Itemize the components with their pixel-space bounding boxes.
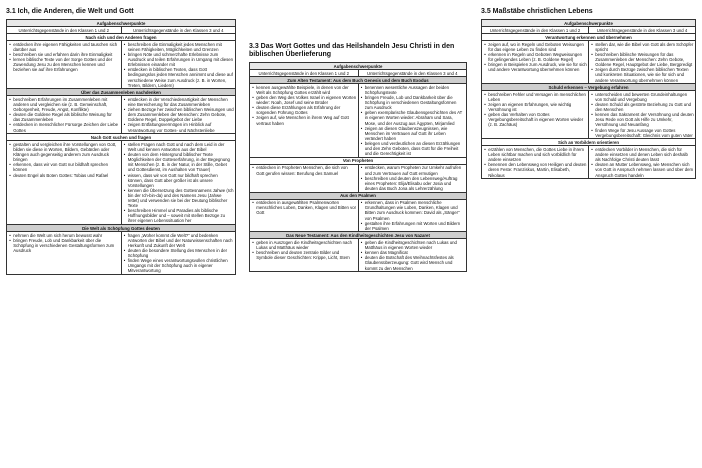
curriculum-table [249, 62, 467, 272]
competence-item: • ziehen Bezüge her zwischen biblischen Weisungen und dem Zusammenleben der Menschen: Zehn Gebote, Goldene Regel, Doppelgebot der Liebe [128, 107, 234, 122]
competence-item: • entdecken, warum Propheten zur Umkehr aufrufen und zum Vertrauen auf Gott ermutigen [365, 165, 465, 175]
competence-item: • erkennen in Regeln und Geboten Wegweisungen für gelingendes Leben (z. B. Goldene Regel) [488, 52, 587, 62]
column-header: Unterrichtsgegenstände in den Klassen 1 und 2 [250, 70, 359, 77]
competence-item: • deuten die Botschaft des Weihnachtsfestes als Glaubensüberzeugung: Gott wird Mensch und kommt zu den Menschen [365, 255, 465, 270]
competence-item: • finden Wege eines verantwortungsvollen christlichen Umgangs mit der Schöpfung auch in eigener Mitverantwortung [128, 258, 234, 273]
competence-item: • geben das Verhalten von Gottes Vergebungsbereitschaft in eigenen Worten wieder (z. B. Zachäus) [488, 112, 587, 127]
topic-heading: Nach Gott suchen und fragen [7, 134, 236, 141]
competence-item: • zeigen an eigenen Erfahrungen, wie wichtig Versöhnung ist [488, 102, 587, 112]
competence-list [251, 200, 356, 215]
left-cell [7, 41, 122, 89]
competence-item: • beschreiben Erfahrungen im Zusammenleben mit anderen und vergleichen sie (z. B. Gemeinschaft, Geborgenheit, Freude, Angst, Konflikte) [13, 97, 119, 112]
competence-list [360, 200, 465, 231]
right-cell [121, 141, 236, 225]
topic-heading: Schuld erkennen – Vergebung erfahren [482, 84, 696, 91]
curriculum-table [481, 19, 696, 179]
topic-heading: Sich an Vorbildern orientieren [482, 139, 696, 146]
competence-item: • unterscheiden und bewerten Grundeinhaltungen von Schuld und Vergebung [595, 92, 694, 102]
competence-item: • bringen Nöte und schmerzhafte Erlebnisse zum Ausdruck und teilen Erfahrungen in Umgang mit diesen Erlebnissen einander mit [128, 52, 234, 67]
column-header: Unterrichtsgegenstände in den Klassen 3 und 4 [121, 27, 236, 34]
competence-list [360, 165, 465, 190]
competence-item: • beschreiben biblische Weisungen für das Zusammenleben der Menschen: Zehn Gebote, Goldene Regel, Hauptgebot der Liebe, Bergpredigt [595, 52, 694, 67]
right-cell [358, 164, 467, 192]
competence-item: • gestalten ihre Erfahrungen mit Worten und Bildern der Psalmen [365, 221, 465, 231]
competence-list [123, 142, 234, 224]
competence-item: • stellen dar, wie die Bibel von Gott als dem Schöpfer spricht [595, 42, 694, 52]
competence-item: • benennen den Lebensweg von Heiligen und deuten deren Feste: Franziskus, Martin, Elisabeth, Nikolaus [488, 162, 587, 177]
competence-list [8, 142, 119, 178]
competence-item: • deuten von dem Hintergrund biblischer Texte Möglichkeiten der Gotteserfahrung, in der Begegnung mit Menschen (z. B. in der Natur, in der Stille, Gebet und Gottesdienst, im Aushalten von Trauer) [128, 152, 234, 172]
right-cell [121, 96, 236, 134]
competence-item: • deuten Engel als Boten Gottes: Tobias und Rafael [13, 173, 119, 178]
competence-item: • zeigen an diesen Glaubenszeugnissen, wie Menschen im Vertrauen auf Gott ihr Leben verändert haben [365, 126, 465, 141]
competence-item: • beschreiben Himmel und Paradies als biblische Hoffnungsbilder und – soweit mit stellen Bezüge zu ihrer eigenen Lebenssituation her [128, 208, 234, 223]
competence-list [360, 85, 465, 156]
left-cell [482, 91, 589, 139]
competence-item: • kennen das Sakrament der Versöhnung und deuten Jesu Rede von Gott als Hilfe zu Umkehr, Versöhnung und Neuanfang [595, 112, 694, 127]
competence-list [123, 42, 234, 88]
competence-item: • benennen wesentliche Aussagen der beiden Schöpfungstexte [365, 85, 465, 95]
competence-list [590, 42, 694, 83]
competence-list [483, 147, 587, 178]
right-cell [358, 84, 467, 158]
competence-item: • geben den Weg des Volkes Israel in eigenen Worten wieder: Noah, Josef und seine Brüder [256, 95, 356, 105]
left-cell [7, 96, 122, 134]
competence-item: • deuten an Mutter Lebensweg, wie Menschen sich von Gott in Anspruch nehmen lassen und über dem Anspruch Gottes handeln [595, 162, 694, 177]
column-header: Unterrichtsgegenstände in den Klassen 3 und 4 [358, 70, 467, 77]
competence-item: • beschreiben und deuten den Lebensweg/Auftrag eines Propheten: Elija/Elisabu oder Josia und deuten das Buch Jona als Lehrerzählung [365, 176, 465, 191]
competence-item: • entdecken in ausgewählten Psalmenworten menschliches Loben, Danken, Klagen und Bitten vor Gott [256, 200, 356, 215]
focus-header: Aufgabenschwerpunkte [250, 63, 467, 70]
competence-item: • nehmen die Welt um sich herum bewusst wahr [13, 233, 119, 238]
competence-item: • stellen Fragen nach Gott und nach dem Leid in der Welt und kennen Antworten aus der Bibel [128, 142, 234, 152]
topic-heading: Das Neue Testament: Aus den Kindheitsgeschichten Jesu von Nazaret [250, 232, 467, 239]
competence-item: • entdecken in Propheten Menschen, die sich von Gott gerufen wissen: Berufung des Samuel [256, 165, 356, 175]
left-cell [250, 199, 359, 232]
competence-item: • belegen und verdeutlichen an diesen Erzählungen und den Zehn Geboten, dass Gott für die Freiheit und die Gerechtigkeit ist [365, 141, 465, 156]
topic-heading: Nach sich und den Anderen fragen [7, 34, 236, 41]
right-cell [121, 41, 236, 89]
topic-heading: Die Welt als Schöpfung Gottes deuten [7, 225, 236, 232]
competence-item: • bringen Freude, Lob und Dankbarkeit über die Schöpfung in verschiedenen Gestaltungsformen zum Ausdruck [365, 95, 465, 110]
left-cell [7, 141, 122, 225]
right-cell [121, 232, 236, 275]
competence-item: • entdecken in der Verschiedenartigkeit der Menschen eine Bereicherung für das Zusammenleben [128, 97, 234, 107]
competence-list [251, 85, 356, 126]
focus-header: Aufgabenschwerpunkte [482, 20, 696, 27]
section-title: 3.1 Ich, die Anderen, die Welt und Gott [6, 8, 134, 15]
competence-list [590, 92, 694, 138]
competence-list [8, 42, 119, 73]
competence-item: • kennen das Magnificat [365, 250, 465, 255]
competence-list [251, 240, 356, 260]
competence-item: • entdecken Vorbilder in Menschen, die sich für andere einsetzen und denen Leben sich deshalb als Nachfolge Christi deuten lässt [595, 147, 694, 162]
competence-list [123, 97, 234, 133]
competence-item: • zeigen durch Bezüge zwischen biblischen Texten und konkreten Situationen, wie sie für sich und andere Verantwortung übernehmen können [595, 67, 694, 82]
competence-item: • entdecken in menschlicher Fürsorge Zeichen der Liebe Gottes [13, 122, 119, 132]
topic-heading: Zum Alten Testament: Aus dem Buch Genesis und dem Buch Exodus [250, 77, 467, 84]
competence-item: • erzählen von Menschen, die Gottes Liebe in ihrem Leben sichtbar machen und sich vorbildlich für andere einsetzen [488, 147, 587, 162]
competence-item: • deuten die besondere Stellung des Menschen in der Schöpfung [128, 248, 234, 258]
competence-item: • entdecken ihre eigenen Fähigkeiten und tauschen sich darüber aus [13, 42, 119, 52]
competence-item: • beschreiben Fehler und Versagen im menschlichen Leben [488, 92, 587, 102]
section-3-1 [6, 8, 236, 275]
topic-heading: Verantwortung erkennen und übernehmen [482, 34, 696, 41]
competence-list [590, 147, 694, 178]
left-cell [482, 41, 589, 84]
competence-item: • deuten Schuld als gestörte Beziehung zu Gott und den Menschen [595, 102, 694, 112]
competence-item: • kennen die Übersetzung des Gottesnamens Jahwe (Ich bin der Ich-bin-da) und des Namens Jesu (Jahwe rettet) und verwenden sie bei der Deutung biblischer Texte [128, 188, 234, 208]
competence-item: • beschreiben die Einmaligkeit jedes Menschen mit seinen Fähigkeiten, Möglichkeiten und Grenzen [128, 42, 234, 52]
section-title: 3.3 Das Wort Gottes und das Heilshandeln Jesu Christi in den biblischen Überlieferung [249, 43, 455, 58]
topic-heading: Von Propheten [250, 157, 467, 164]
section-3-3 [249, 43, 467, 272]
competence-item: • erkennen, dass in Psalmen menschliche Grundhaltungen wie Loben, Danken, Klagen und Bitten zum Ausdruck kommen: David als „Sänger“ von Psalmen [365, 200, 465, 220]
right-cell [589, 146, 696, 179]
left-cell [250, 164, 359, 192]
competence-list [123, 233, 234, 274]
competence-item: • fragen „Woher kommt die Welt?“ und bedenken Antworten der Bibel und der Naturwissenschaften nach Herkunft und Zukunft der Welt [128, 233, 234, 248]
section-3-5 [481, 8, 696, 179]
focus-header: Aufgabenschwerpunkte [7, 20, 236, 27]
competence-item: • kennen ausgewählte Beispiele, in denen von der Welt als Schöpfung Gottes erzählt wird [256, 85, 356, 95]
left-cell [482, 146, 589, 179]
competence-item: • lernen biblische Texte von der Sorge Gottes und der Zuwendung Jesu zu den Menschen kennen und beziehen sie auf ihre Erfahrungen [13, 57, 119, 72]
curriculum-table [6, 19, 236, 275]
competence-item: • beschreiben sie und erfahren darin ihre Einmaligkeit [13, 52, 119, 57]
topic-heading: Aus den Psalmen [250, 192, 467, 199]
competence-item: • wissen, dass wir von Gott nur bildhaft sprechen können, dass Gott aber größer ist als unsere Vorstellungen [128, 173, 234, 188]
section-title: 3.5 Maßstäbe christlichen Lebens [481, 8, 593, 15]
competence-item: • deuten die Goldene Regel als biblische Weisung für das Zusammenleben [13, 112, 119, 122]
topic-heading: Über das Zusammenleben nachdenken [7, 89, 236, 96]
competence-item: • zeigen auf, wie Menschen in ihrem Weg auf Gott vertraut haben [256, 115, 356, 125]
left-cell [250, 239, 359, 272]
competence-item: • geben exemplarische Glaubensgeschichten des AT in eigenen Worten wieder: Abraham und Sara, Mose, und der Auszug aus Ägypten, Mirjamlied [365, 110, 465, 125]
left-cell [250, 84, 359, 158]
column-header: Unterrichtsgegenstände in den Klassen 1 und 2 [482, 27, 589, 34]
competence-item: • zeigen Entfaltungsvermögen im Hinblick auf Verantwortung vor Gottes- und Nächstenliebe [128, 122, 234, 132]
competence-list [360, 240, 465, 271]
right-cell [589, 91, 696, 139]
competence-item: • erkennen, dass wir von Gott nur bildhaft sprechen können [13, 162, 119, 172]
competence-item: • deuten diese Erzählungen als Erfahrung der sorgenden Führung Gottes [256, 105, 356, 115]
column-header: Unterrichtsgegenstände in den Klassen 1 und 2 [7, 27, 122, 34]
competence-list [8, 233, 119, 253]
competence-list [483, 42, 587, 73]
column-header: Unterrichtsgegenstände in den Klassen 3 und 4 [589, 27, 696, 34]
competence-list [483, 92, 587, 128]
competence-item: • finden Wege für Jesu Aussage von Gottes Vergebungsbereitschaft: Gleichnis vom guten Vater [595, 128, 694, 138]
competence-item: • geben die Kindheitsgeschichten nach Lukas und Matthäus in eigenen Worten wieder [365, 240, 465, 250]
competence-item: • geben in Auszügen die Kindheitsgeschichten nach Lukas und Matthäus wieder [256, 240, 356, 250]
competence-list [8, 97, 119, 133]
competence-item: • bringen in Beispielen zum Ausdruck, wie sie für sich und andere Verantwortung übernehmen können [488, 62, 587, 72]
competence-item: • zeigen auf, wo in Regeln und Geboten Weisungen für das eigene Leben zu finden sind [488, 42, 587, 52]
right-cell [358, 199, 467, 232]
right-cell [358, 239, 467, 272]
competence-item: • beschreiben und deuten zentrale Bilder und Symbole dieser Geschichten: Krippe, Licht, Stern [256, 250, 356, 260]
competence-item: • gestalten und vergleichen ihre Vorstellungen von Gott, bilden sie diese in Worten, Bildern, Gebärden oder Klängen auch gegenseitig anderem zum Ausdruck bringen [13, 142, 119, 162]
competence-list [251, 165, 356, 175]
right-cell [589, 41, 696, 84]
left-cell [7, 232, 122, 275]
competence-item: • entdecken in biblischen Texten, dass Gott bedingungslos jeden Menschen annimmt und diese auf verschiedene Weise zum Ausdruck (z. B. in Worten, Treten, Bildern, Liedern) [128, 67, 234, 87]
competence-item: • bringen Freude, Lob und Dankbarkeit über die Schöpfung in verschiedenen Gestaltungsformen zum Ausdruck [13, 238, 119, 253]
